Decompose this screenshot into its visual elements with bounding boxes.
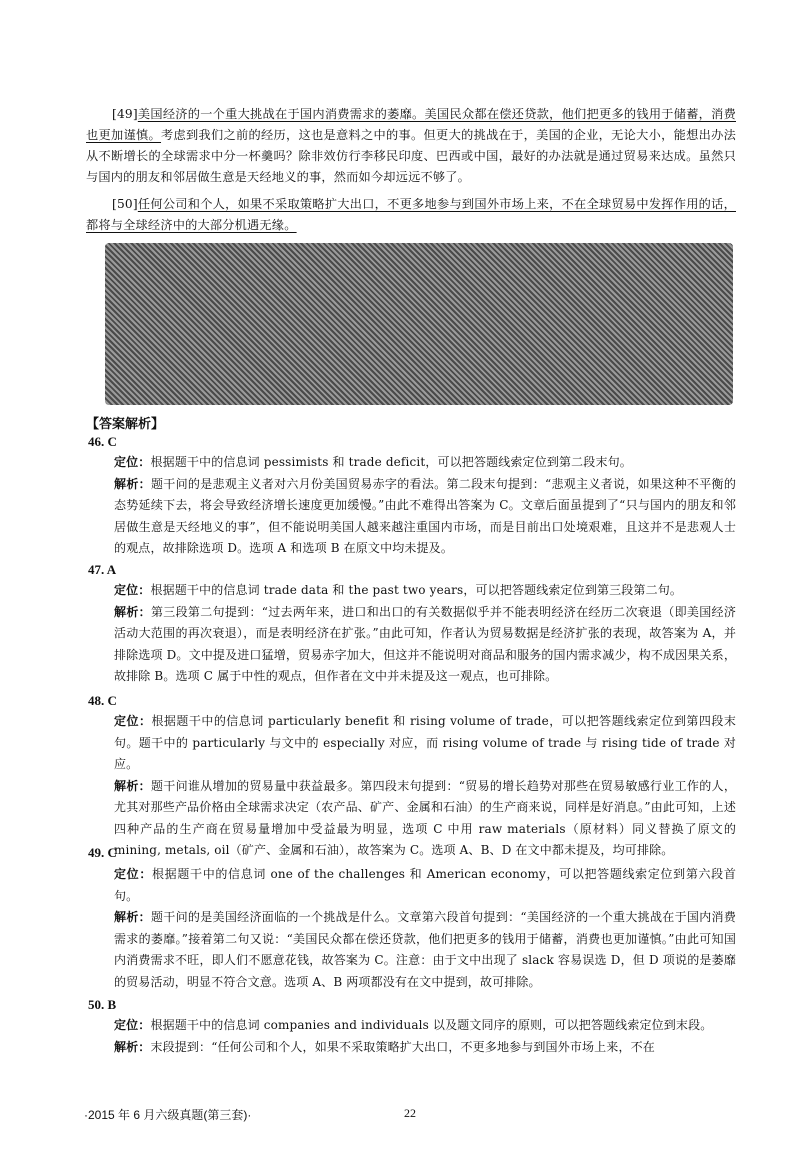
answer-number-47: 47. A — [88, 562, 117, 577]
answer-number-49: 49. C — [88, 845, 117, 860]
paragraph-text-49: 考虑到我们之前的经历，这也是意料之中的事。但更大的挑战在于，美国的企业，无论大小，能想出办法从不断增长的全球需求中分一杯羹吗？除非效仿行李移民印度、巴西或中国，最好的办法就是通过贸易来达成。虽然只与国内的朋友和邻居做生意是天经地义的事，然而如今却远远不够了。 — [86, 128, 736, 184]
answer-block-47 — [114, 580, 736, 688]
location-line — [114, 452, 736, 474]
paragraph-number-50: [50] — [112, 197, 138, 211]
location-text: 根据题干中的信息词 trade data 和 the past two years，可以把答题线索定位到第三段第二句。 — [150, 583, 683, 597]
analysis-line — [114, 474, 736, 560]
analysis-text: 末段提到：“任何公司和个人，如果不采取策略扩大出口，不更多地参与到国外市场上来，不在 — [150, 1039, 655, 1054]
analysis-label: 解析： — [114, 604, 151, 619]
analysis-line — [114, 602, 736, 688]
location-line — [114, 864, 736, 907]
footer-source: ·2015 年 6 月六级真题(第三套)· — [84, 1108, 252, 1122]
analysis-label: 解析： — [114, 1039, 151, 1054]
page-number: 22 — [404, 1106, 416, 1120]
location-label: 定位： — [114, 583, 151, 597]
paragraph-number-49: [49] — [112, 107, 138, 121]
answer-block-50 — [114, 1015, 736, 1058]
obscured-text-region — [105, 243, 733, 405]
analysis-label: 解析： — [114, 910, 151, 924]
location-text: 根据题干中的信息词 companies and individuals 以及题文同序的原则，可以把答题线索定位到末段。 — [150, 1018, 713, 1032]
analysis-text: 题干问的是悲观主义者对六月份美国贸易赤字的看法。第二段末句提到：“悲观主义者说，如果这种不平衡的态势延续下去，将会导致经济增长速度更加缓慢。”由此不难得出答案为 C。文章后面虽提到了“只与国内的朋友和邻居做生意是天经地义的事”，但不能说明美国人越来越注重国内市场，而是目前出口处境艰难，且这并不是悲观人士的观点，故排除选项 D。选项 A 和选项 B 在原文中均未提及。 — [114, 476, 737, 555]
answer-number-48: 48. C — [88, 693, 117, 708]
underlined-sentence-50: 任何公司和个人，如果不采取策略扩大出口，不更多地参与到国外市场上来，不在全球贸易中发挥作用的话，都将与全球经济中的大部分机遇无缘。 — [86, 197, 736, 232]
answer-analysis-heading: 【答案解析】 — [86, 417, 165, 432]
analysis-label: 解析： — [114, 476, 151, 491]
analysis-line — [114, 1037, 736, 1059]
location-text: 根据题干中的信息词 one of the challenges 和 American economy，可以把答题线索定位到第六段首句。 — [114, 867, 737, 903]
answer-block-49 — [114, 864, 736, 993]
location-text: 根据题干中的信息词 pessimists 和 trade deficit，可以把答题线索定位到第二段末句。 — [150, 455, 632, 469]
location-label: 定位： — [114, 714, 152, 728]
location-text: 根据题干中的信息词 particularly benefit 和 rising volume of trade，可以把答题线索定位到第四段末句。题干中的 particularly 与文中的 especially 对应，而 rising volume of trade 与 rising tide of trade 对应。 — [114, 714, 737, 771]
location-line — [114, 1015, 736, 1037]
answer-number-50: 50. B — [88, 997, 117, 1012]
underlined-sentence-49: 美国经济的一个重大挑战在于国内消费需求的萎靡。美国民众都在偿还贷款，他们把更多的钱用于储蓄，消费也更加谨慎。 — [86, 107, 736, 142]
analysis-label: 解析： — [114, 778, 151, 793]
answer-block-46 — [114, 452, 736, 560]
passage-paragraph-50 — [86, 194, 736, 236]
answer-number-46: 46. C — [88, 434, 117, 449]
location-label: 定位： — [114, 455, 151, 469]
analysis-text: 题干问谁从增加的贸易量中获益最多。第四段末句提到：“贸易的增长趋势对那些在贸易敏感行业工作的人，尤其对那些产品价格由全球需求决定（农产品、矿产、金属和石油）的生产商来说，同样是好消息。”由此可知，上述四种产品的生产商在贸易量增加中受益最为明显，选项 C 中用 raw materials（原材料）同义替换了原文的 mining, metals, oil（矿产、金属和石油），故答案为 C。选项 A、B、D 在文中都未提及，均可排除。 — [114, 778, 737, 857]
location-line — [114, 580, 736, 602]
location-label: 定位： — [114, 1018, 151, 1032]
answer-block-48 — [114, 711, 736, 862]
analysis-text: 第三段第二句提到：“过去两年来，进口和出口的有关数据似乎并不能表明经济在经历二次衰退（即美国经济活动大范围的再次衰退），而是表明经济在扩张。”由此可知，作者认为贸易数据是经济扩张的表现，故答案为 A，并排除选项 D。文中提及进口猛增，贸易赤字加大，但这并不能说明对商品和服务的国内需求减少，构不成因果关系，故排除 B。选项 C 属于中性的观点，但作者在文中并未提及这一观点，也可排除。 — [114, 604, 737, 683]
analysis-line — [114, 776, 736, 862]
location-label: 定位： — [114, 867, 153, 881]
passage-paragraph-49 — [86, 104, 736, 188]
analysis-text: 题干问的是美国经济面临的一个挑战是什么。文章第六段首句提到：“美国经济的一个重大挑战在于国内消费需求的萎靡。”接着第二句又说：“美国民众都在偿还贷款，他们把更多的钱用于储蓄，消费也更加谨慎。”由此可知国内消费需求不旺，即人们不愿意花钱，故答案为 C。注意：由于文中出现了 slack 容易误选 D，但 D 项说的是萎靡的贸易活动，明显不符合文意。选项 A、B 两项都没有在文中提到，故可排除。 — [114, 910, 737, 989]
location-line — [114, 711, 736, 776]
analysis-line — [114, 907, 736, 993]
